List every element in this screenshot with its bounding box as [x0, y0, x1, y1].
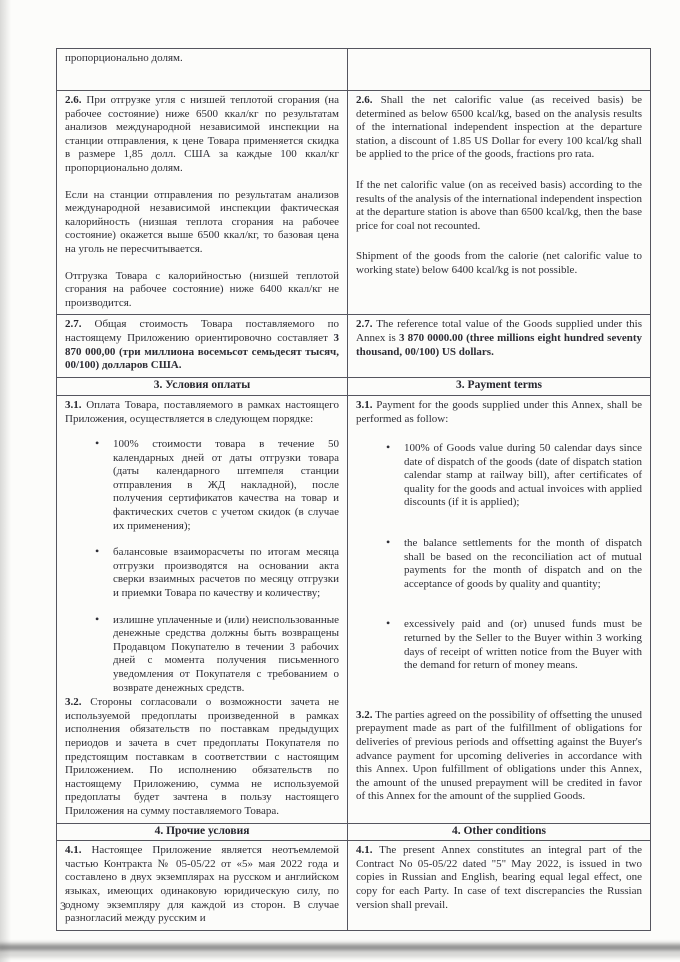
cell-clause-4-1-ru — [57, 841, 348, 931]
bullet-item: • излишне уплаченные и (или) неиспользованные денежные средства должны быть возвращены Продавцом Покупателю в течении 3 рабочих дней с момента получения письменного уведомления от Покупателя с требованием о возврате денежных средств. — [113, 614, 339, 696]
paragraph-2-7-ru — [65, 318, 339, 372]
paragraph-3-2-en — [356, 709, 642, 804]
paragraph-4-1-ru — [65, 844, 339, 926]
table-row-section-3-header — [57, 378, 651, 396]
table-row-section-4-header — [57, 823, 651, 841]
cell-clause-4-1-en — [348, 841, 651, 931]
clause-number: 2.7. — [65, 318, 82, 331]
paragraph-3-1-ru-intro — [65, 399, 339, 426]
clause-text: The parties agreed on the possibility of offsetting the unused prepayment made as part of the fulfillment of obligations for deliveries of previous periods and offsetting against the Buyer's advance payment for upcoming deliveries in accordance with this Annex. Upon fulfillment of obligations under this Annex, the amount of the unused prepayment will be credited in favor of this Annex for the amount of the supplied Goods. — [356, 708, 642, 803]
cell-clause-2-7-en — [348, 315, 651, 378]
clause-number: 3.1. — [65, 398, 82, 411]
paragraph-2-6-ru-1 — [65, 94, 339, 176]
total-value-en: 3 870 0000.00 (three millions eight hundred seventy thousand, 00/100) US dollars. — [356, 331, 642, 358]
table-row-continuation — [57, 49, 651, 91]
clause-text: Payment for the goods supplied under this Annex, shall be performed as follow: — [356, 398, 642, 425]
clause-number: 4.1. — [356, 844, 373, 857]
clause-number: 2.7. — [356, 318, 373, 331]
clause-text: The present Annex constitutes an integral part of the Contract No 05-05/22 dated "5" May 2022, is issued in two copies in Russian and English, bearing equal legal effect, one copy for each Party. In case of text discrepancies the Russian version shall prevail. — [356, 844, 642, 911]
bullet-item: • 100% of Goods value during 50 calendar days since date of dispatch of the goods (date of dispatch station calendar stamp at railway bill), after certificates of quality for the goods and actual invoices with applied discounts (if it is applied); — [404, 442, 642, 510]
scan-bottom-shadow-artifact-2 — [0, 953, 680, 957]
paragraph-2-7-en — [356, 318, 642, 359]
clause-number: 2.6. — [65, 94, 82, 106]
bullet-item: • балансовые взаиморасчеты по итогам месяца отгрузки производятся на основании акта сверки взаимных расчетов по месяцу отгрузки и приемки Товара по качеству и количеству; — [113, 546, 339, 600]
paragraph-2-6-ru-3: Отгрузка Товара с калорийностью (низшей теплотой сгорания на рабочее состояние) ниже 6400 ккал/кг не производится. — [65, 269, 339, 309]
table-row-clause-2-6 — [57, 91, 651, 315]
cell-clause-2-6-en — [348, 91, 651, 315]
table-row-clause-3-1 — [57, 395, 651, 823]
clause-text: При отгрузке угля с низшей теплотой сгорания (на рабочее состояние) ниже 6500 ккал/кг по результатам анализов международной независимой инспекции на станции отправления, к цене Товара применяется скидка в размере 1,85 долл. США за каждые 100 ккал/кг пропорционально долям. — [65, 94, 339, 174]
paragraph-continuation-ru: пропорционально долям. — [65, 52, 183, 64]
paragraph-2-6-en-3: Shipment of the goods from the calorie (net calorific value to working state) below 6400 kcal/kg is not possible. — [356, 250, 642, 276]
section-3-header-en: 3. Payment terms — [348, 378, 651, 396]
clause-text: Общая стоимость Товара поставляемого по настоящему Приложению ориентировочно составляет — [65, 318, 340, 344]
cell-clause-2-6-ru — [57, 91, 348, 315]
section-4-header-en: 4. Other conditions — [348, 823, 651, 841]
payment-terms-list-en — [356, 442, 642, 673]
clause-text: The reference total value of the Goods supplied under this Annex is — [356, 318, 642, 344]
bilingual-contract-table — [56, 48, 651, 931]
clause-text: Стороны согласовали о возможности зачета не используемой предоплаты произведенной в рамках исполнения обязательств по поставкам предыдущих периодов и зачета в счет предоплаты Покупателя по предстоящим поставкам в соответствии с настоящим Приложением. По исполнению обязательств по настоящему Приложению, сумма не используемой предоплаты будет зачтена в пользу настоящего Приложения на сумму поставляемого Товара. — [65, 696, 339, 817]
cell-continuation-en — [348, 49, 651, 91]
bullet-item: • the balance settlements for the month of dispatch shall be based on the reconciliation act of mutual payments for the month of dispatch and on the acceptance of goods by quality and quantity; — [404, 537, 642, 591]
clause-number: 4.1. — [65, 844, 82, 857]
section-3-header-ru: 3. Условия оплаты — [57, 378, 348, 396]
cell-continuation-ru — [57, 49, 348, 91]
paragraph-4-1-en — [356, 844, 642, 912]
scan-bottom-shadow-artifact — [0, 944, 680, 951]
table-row-clause-2-7 — [57, 315, 651, 378]
clause-text: Оплата Товара, поставляемого в рамках настоящего Приложения, осуществляется в следующем порядке: — [65, 398, 339, 425]
paragraph-3-1-en-intro — [356, 399, 642, 426]
bullet-item: • 100% стоимости товара в течение 50 календарных дней от даты отгрузки товара (даты календарного штемпеля станции отправления в ЖД накладной), после получения сертификатов качества на товар и фактических счетов с учетом скидок (в случае их применения); — [113, 438, 339, 533]
bullet-item: • excessively paid and (or) unused funds must be returned by the Seller to the Buyer within 3 working days of receipt of written notice from the Buyer with the demand for return of money means. — [404, 618, 642, 672]
clause-text: Shall the net calorific value (as received basis) be determined as below 6500 kcal/kg, based on the analysis results of the international independent inspection at the departure station, a discount of 1.85 US Dollar for every 100 kcal/kg shall be applied to the price of the goods, fractions pro rata. — [356, 94, 643, 161]
page-number: 3 — [60, 899, 66, 913]
paragraph-2-6-ru-2: Если на станции отправления по результатам анализов международной независимой инспекции фактическая калорийность (низшая теплота сгорания на рабочее состояние) окажется выше 6500 ккал/кг, то базовая цена на уголь не пересчитывается. — [65, 188, 339, 255]
clause-number: 3.2. — [356, 708, 373, 721]
paragraph-2-6-en-1 — [356, 94, 642, 162]
table-row-clause-4-1 — [57, 841, 651, 931]
payment-terms-list-ru — [65, 438, 339, 695]
section-4-header-ru: 4. Прочие условия — [57, 823, 348, 841]
clause-text: Настоящее Приложение является неотъемлемой частью Контракта № 05-05/22 от «5» мая 2022 года и составлено в двух экземплярах на русском и английском языках, имеющих одинаковую юридическую силу, по одному экземпляру для каждой из сторон. В случае разногласий между русским и — [65, 844, 340, 925]
cell-clause-3-1-ru — [57, 395, 348, 823]
clause-number: 3.2. — [65, 696, 82, 709]
cell-clause-2-7-ru — [57, 315, 348, 378]
clause-number: 2.6. — [356, 94, 373, 106]
paragraph-3-2-ru — [65, 696, 339, 818]
clause-number: 3.1. — [356, 398, 373, 411]
total-value-ru: 3 870 000,00 (три миллиона восемьсот семьдесят тысяч, 00/100) долларов США. — [65, 331, 340, 372]
paragraph-2-6-en-2: If the net calorific value (on as received basis) according to the results of the analysis of the international independent inspection at the departure station is above than 6500 kcal/kg, then the base price for coal not recounted. — [356, 178, 642, 232]
cell-clause-3-1-en — [348, 395, 651, 823]
scan-left-edge-artifact — [0, 0, 11, 962]
